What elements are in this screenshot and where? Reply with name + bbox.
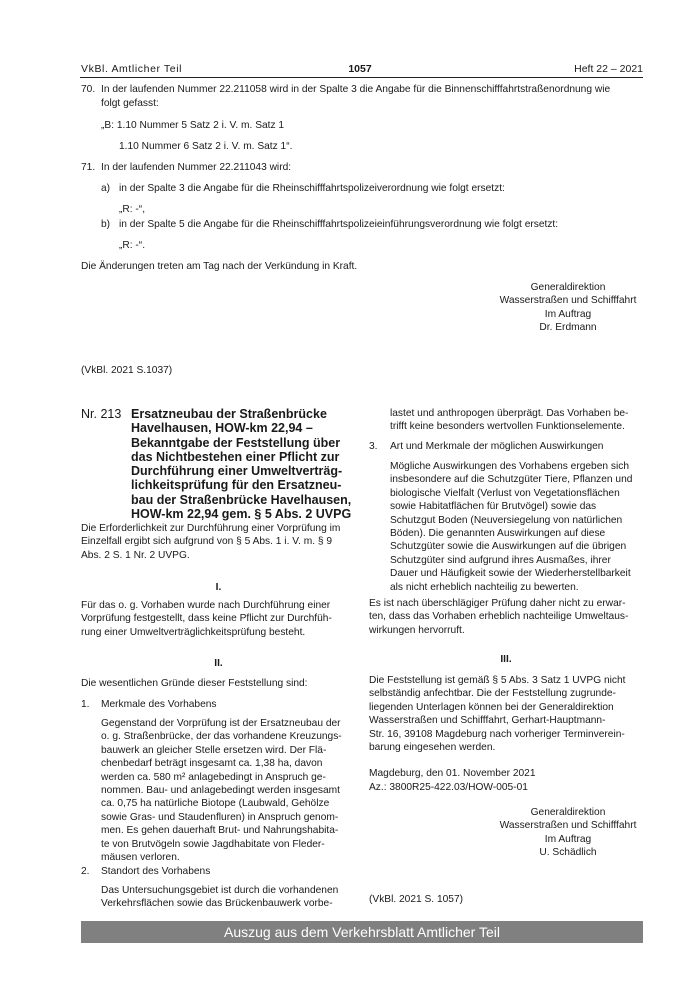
signature-block-1 bbox=[468, 281, 668, 335]
text-line: ca. 0,75 ha natürliche Biotope (Laubwald, Gehölze bbox=[101, 798, 330, 810]
item-70-number: 70. bbox=[81, 84, 96, 95]
text-line: Mögliche Auswirkungen des Vorhabens ergeben sich bbox=[390, 461, 629, 472]
text-line: insbesondere auf die Schutzgüter Tiere, Pflanzen und bbox=[390, 474, 633, 486]
notice-title-line: lichkeitsprüfung für den Ersatzneu- bbox=[131, 478, 342, 493]
item-2-number: 2. bbox=[81, 866, 90, 877]
quote-b-line-1: „B: 1.10 Nummer 5 Satz 2 i. V. m. Satz 1 bbox=[101, 120, 285, 131]
text-line: Str. 16, 39108 Magdeburg nach vorheriger Terminverein- bbox=[369, 728, 625, 740]
sub-item-b-quote: „R: -“. bbox=[119, 240, 146, 251]
notice-title-line: Havelhausen, HOW-km 22,94 – bbox=[131, 421, 313, 436]
text-line: Gegenstand der Vorprüfung ist der Ersatzneubau der bbox=[101, 718, 341, 729]
section-heading-3: III. bbox=[500, 654, 512, 665]
item-3-paragraph bbox=[390, 460, 643, 594]
item-2-title: Standort des Vorhabens bbox=[101, 866, 211, 877]
text-line: liegenden Unterlagen können bei der Generaldirektion bbox=[369, 701, 614, 713]
signature-1-line-3: Im Auftrag bbox=[544, 308, 592, 320]
text-line: Vorprüfung festgestellt, dass keine Pflicht zur Durchfüh- bbox=[81, 613, 332, 625]
text-line: ten, dass das Vorhaben erheblich nachteilige Umweltaus- bbox=[369, 611, 629, 623]
text-line: Wasserstraßen und Schifffahrt, Gerhart-Hauptmann- bbox=[369, 715, 606, 727]
text-line: Böden). Die genannten Auswirkungen auf diese bbox=[390, 528, 606, 540]
notice-title-line: das Nichtbestehen einer Pflicht zur bbox=[131, 449, 340, 464]
signature-1-line-1: Generaldirektion bbox=[530, 282, 606, 293]
place-and-date: Magdeburg, den 01. November 2021 bbox=[369, 768, 536, 779]
header-rule bbox=[80, 77, 643, 78]
text-line: rung einer Umweltverträglichkeitsprüfung besteht. bbox=[81, 626, 306, 638]
signature-2-line-2: Wasserstraßen und Schifffahrt bbox=[499, 820, 637, 832]
text-line: Schutzgut Boden (Neuversiegelung von natürlichen bbox=[390, 514, 623, 526]
text-line: bauwerk an gleicher Stelle ersetzen wird. Der Flä- bbox=[101, 744, 327, 756]
notice-title-line: Durchführung einer Umweltverträg- bbox=[131, 464, 343, 479]
text-line: Die Erforderlichkeit zur Durchführung einer Vorprüfung im bbox=[81, 523, 341, 534]
section-heading-2: II. bbox=[214, 658, 223, 669]
sub-item-a-label: a) bbox=[101, 183, 111, 194]
file-reference: Az.: 3800R25-422.03/HOW-005-01 bbox=[369, 782, 528, 793]
text-line: nommen. Bau- und anlagebedingt werden insgesamt bbox=[101, 785, 340, 797]
notice-number: Nr. 213 bbox=[81, 407, 122, 421]
effective-date-note: Die Änderungen treten am Tag nach der Verkündung in Kraft. bbox=[81, 261, 358, 272]
text-line: te von Brutvögeln sowie Jagdhabitate von Fleder- bbox=[101, 838, 325, 850]
signature-2-line-4: U. Schädlich bbox=[539, 847, 597, 859]
text-line: biologische Vielfalt (Verlust von Vegetationsflächen bbox=[390, 487, 620, 499]
item-3-title: Art und Merkmale der möglichen Auswirkungen bbox=[390, 441, 604, 452]
signature-2-line-3: Im Auftrag bbox=[544, 833, 592, 845]
text-line: Abs. 2 S. 1 Nr. 2 UVPG. bbox=[81, 549, 190, 561]
text-line: barung eingesehen werden. bbox=[369, 742, 496, 754]
item-70-line-1: In der laufenden Nummer 22.211058 wird in der Spalte 3 die Angabe für die Binnenschifffahrtstraßenordnung wie bbox=[101, 84, 611, 95]
sub-item-b-text: in der Spalte 5 die Angabe für die Rheinschifffahrtspolizeieinführungsverordnung wie folgt ersetzt: bbox=[119, 219, 559, 230]
conclusion-paragraph bbox=[369, 597, 643, 637]
notice-title-line: HOW-km 22,94 gem. § 5 Abs. 2 UVPG bbox=[131, 507, 352, 522]
text-line: Die Feststellung ist gemäß § 5 Abs. 3 Satz 1 UVPG nicht bbox=[369, 675, 626, 686]
text-line: selbständig anfechtbar. Die der Feststellung zugrunde- bbox=[369, 688, 616, 700]
citation-1: (VkBl. 2021 S.1037) bbox=[81, 365, 173, 376]
signature-1-line-2: Wasserstraßen und Schifffahrt bbox=[499, 295, 637, 307]
section-3-paragraph bbox=[369, 674, 643, 754]
text-line: Für das o. g. Vorhaben wurde nach Durchführung einer bbox=[81, 600, 331, 611]
text-line: men. Es gehen dauerhaft Brut- und Nahrungshabita- bbox=[101, 825, 339, 837]
text-line: Einzelfall ergibt sich aufgrund von § 5 Abs. 1 i. V. m. § 9 bbox=[81, 536, 333, 548]
running-header-left: VkBl. Amtlicher Teil bbox=[81, 63, 183, 75]
sub-item-b-label: b) bbox=[101, 219, 111, 230]
text-line: lastet und anthropogen überprägt. Das Vorhaben be- bbox=[390, 408, 629, 419]
text-line: mäusen verloren. bbox=[101, 852, 180, 864]
section-1-paragraph bbox=[81, 599, 356, 639]
text-line: wirkungen hervorruft. bbox=[369, 624, 465, 636]
notice-title-line: Bekanntgabe der Feststellung über bbox=[131, 435, 341, 450]
text-line: o. g. Straßenbrücke, der das vorhandene Kreuzungs- bbox=[101, 731, 342, 743]
item-2-paragraph bbox=[101, 884, 356, 911]
signature-1-line-4: Dr. Erdmann bbox=[539, 322, 597, 334]
item-71-number: 71. bbox=[81, 162, 96, 173]
item-1-title: Merkmale des Vorhabens bbox=[101, 699, 217, 710]
footer-banner: Auszug aus dem Verkehrsblatt Amtlicher Teil bbox=[81, 921, 643, 943]
text-line: trifft keine besonders wertvollen Funktionselemente. bbox=[390, 421, 625, 433]
text-line: Dauer und Häufigkeit sowie der Wiederherstellbarkeit bbox=[390, 568, 631, 580]
text-line: Schutzgüter sowie die Auswirkungen auf die übrigen bbox=[390, 541, 627, 553]
sub-item-a-text: in der Spalte 3 die Angabe für die Rheinschifffahrtspolizeiverordnung wie folgt ersetzt: bbox=[119, 183, 505, 194]
text-line: Das Untersuchungsgebiet ist durch die vorhandenen bbox=[101, 885, 339, 896]
signature-2-line-1: Generaldirektion bbox=[530, 807, 606, 818]
citation-2: (VkBl. 2021 S. 1057) bbox=[369, 894, 464, 905]
notice-title bbox=[131, 407, 361, 521]
issue-label: Heft 22 – 2021 bbox=[574, 63, 643, 75]
text-line: Es ist nach überschlägiger Prüfung daher nicht zu erwar- bbox=[369, 598, 626, 609]
location-continuation bbox=[390, 407, 643, 434]
text-line: werden ca. 580 m² anlagebedingt in Anspruch ge- bbox=[101, 771, 326, 783]
text-line: Schutzgüter sind aufgrund ihres Ausmaßes, ihrer bbox=[390, 554, 611, 566]
text-line: sowie Habitatflächen für Brutvögel) sowie das bbox=[390, 501, 597, 513]
text-line: Verkehrsflächen sowie das Brückenbauwerk vorbe- bbox=[101, 898, 333, 910]
section-heading-1: I. bbox=[215, 582, 222, 593]
item-71-line-1: In der laufenden Nummer 22.211043 wird: bbox=[101, 162, 292, 173]
item-70-line-2: folgt gefasst: bbox=[101, 98, 159, 109]
text-line: chenbedarf beträgt insgesamt ca. 1,38 ha, davon bbox=[101, 758, 323, 770]
sub-item-a-quote: „R: -“, bbox=[119, 204, 146, 215]
text-line: als nicht erheblich nachteilig zu bewerten. bbox=[390, 581, 579, 593]
signature-block-2 bbox=[468, 806, 668, 860]
notice-title-line: Ersatzneubau der Straßenbrücke bbox=[131, 407, 327, 421]
text-line: sowie Gras- und Staudenfluren) in Anspruch genom- bbox=[101, 811, 339, 823]
section-2-intro: Die wesentlichen Gründe dieser Feststellung sind: bbox=[81, 678, 308, 689]
item-1-paragraph bbox=[101, 717, 356, 864]
item-3-number: 3. bbox=[369, 441, 378, 452]
quote-b-line-2: 1.10 Nummer 6 Satz 2 i. V. m. Satz 1“. bbox=[119, 141, 293, 152]
item-1-number: 1. bbox=[81, 699, 90, 710]
intro-paragraph bbox=[81, 522, 356, 562]
notice-title-line: bau der Straßenbrücke Havelhausen, bbox=[131, 492, 352, 507]
page-number: 1057 bbox=[348, 63, 372, 75]
